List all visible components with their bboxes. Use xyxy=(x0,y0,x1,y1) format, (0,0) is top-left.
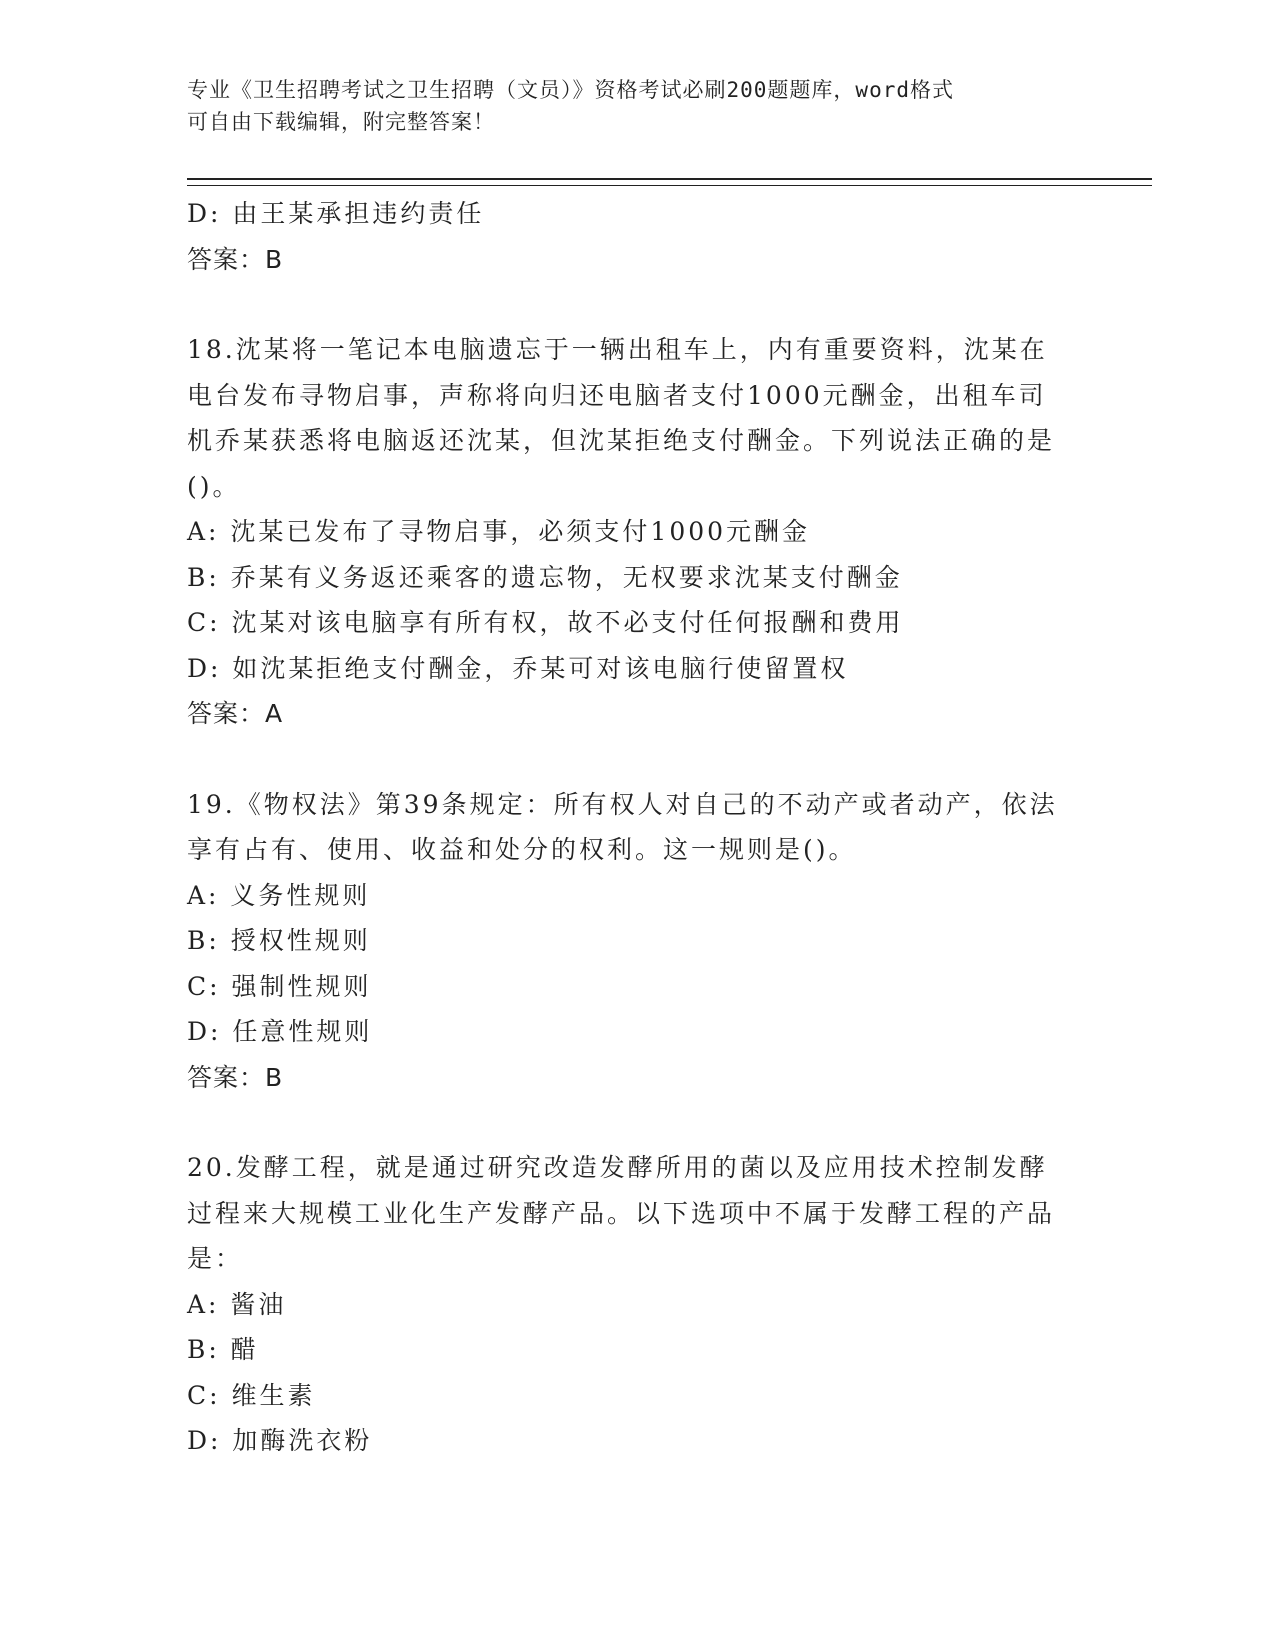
option-b: B: 醋 xyxy=(187,1335,259,1364)
question-stem: 18.沈某将一笔记本电脑遗忘于一辆出租车上，内有重要资料，沈某在电台发布寻物启事，声称将向归还电脑者支付1000元酬金，出租车司机乔某获悉将电脑返还沈某，但沈某拒绝支付酬金。下列说法正确的是()。 xyxy=(187,335,1056,501)
option-c: C: 强制性规则 xyxy=(187,971,372,1001)
option-d: D: 任意性规则 xyxy=(187,1017,373,1046)
header-line-1: 专业《卫生招聘考试之卫生招聘（文员）》资格考试必刷200题题库，word格式 xyxy=(187,78,954,102)
option-a: A: 酱油 xyxy=(187,1289,287,1319)
option-a: A: 沈某已发布了寻物启事，必须支付1000元酬金 xyxy=(187,517,811,546)
question-stem: 19.《物权法》第39条规定：所有权人对自己的不动产或者动产，依法享有占有、使用、收益和处分的权利。这一规则是()。 xyxy=(187,789,1058,864)
answer-line: 答案：A xyxy=(187,699,284,728)
previous-question-tail xyxy=(187,191,1067,282)
option-d: D: 如沈某拒绝支付酬金，乔某可对该电脑行使留置权 xyxy=(187,653,849,683)
question-18 xyxy=(187,327,1067,737)
header-divider xyxy=(187,178,1152,186)
answer-line: 答案：B xyxy=(187,1062,284,1092)
question-stem: 20.发酵工程，就是通过研究改造发酵所用的菌以及应用技术控制发酵过程来大规模工业化生产发酵产品。以下选项中不属于发酵工程的产品是： xyxy=(187,1153,1056,1273)
option-b: B: 授权性规则 xyxy=(187,926,371,955)
question-19 xyxy=(187,782,1067,1101)
page-header xyxy=(187,74,1087,138)
question-20 xyxy=(187,1145,1067,1464)
option-c: C: 沈某对该电脑享有所有权，故不必支付任何报酬和费用 xyxy=(187,608,904,637)
option-b: B: 乔某有义务返还乘客的遗忘物，无权要求沈某支付酬金 xyxy=(187,562,903,592)
option-c: C: 维生素 xyxy=(187,1380,316,1410)
answer-line: 答案：B xyxy=(187,244,284,274)
option-d: D: 由王某承担违约责任 xyxy=(187,199,485,228)
document-body xyxy=(187,191,1067,1464)
option-a: A: 义务性规则 xyxy=(187,880,371,910)
option-d: D: 加酶洗衣粉 xyxy=(187,1426,373,1455)
header-line-2: 可自由下载编辑，附完整答案！ xyxy=(187,110,495,134)
